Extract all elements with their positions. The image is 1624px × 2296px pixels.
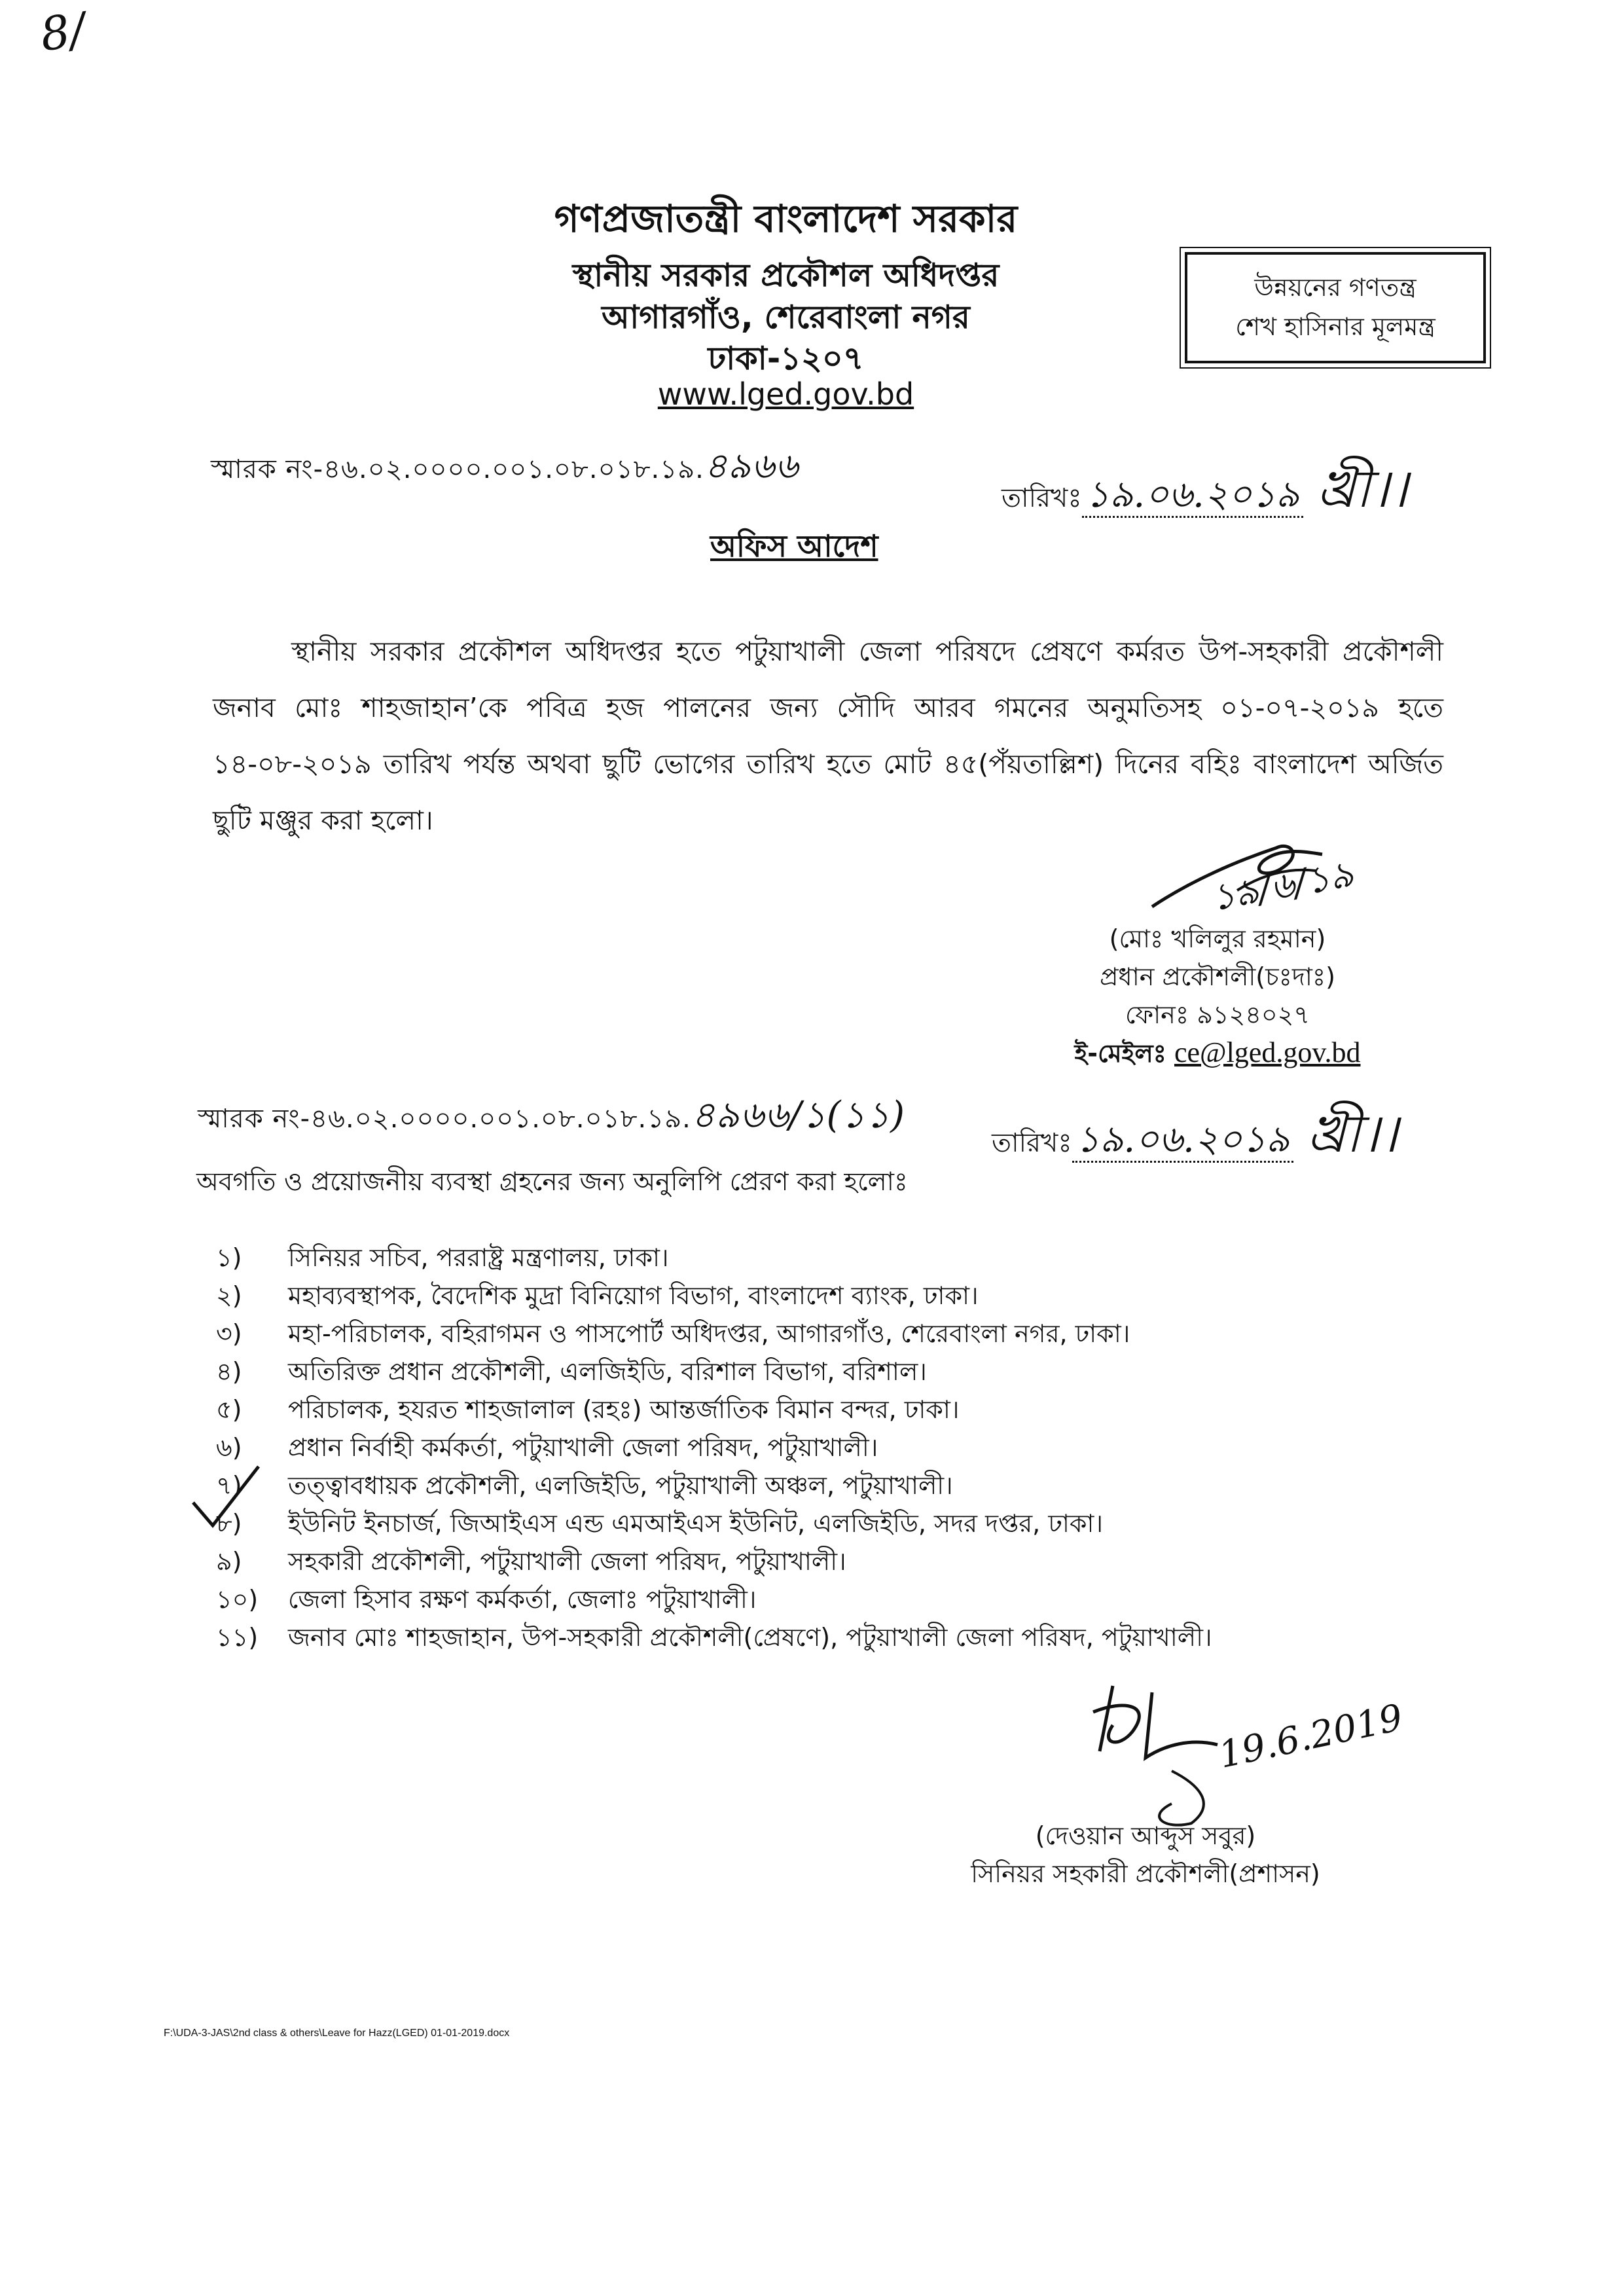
list-item-number: ৬) (216, 1433, 242, 1462)
city-line: ঢাকা-১২০৭ (708, 340, 864, 377)
list-item-number: ৯) (216, 1547, 242, 1576)
signer-email-link[interactable]: ce@lged.gov.bd (1174, 1036, 1361, 1068)
email-label: ই-মেইলঃ (1074, 1039, 1166, 1068)
government-title: গণপ্রজাতন্ত্রী বাংলাদেশ সরকার (554, 196, 1018, 241)
department-title: স্থানীয় সরকার প্রকৌশল অধিদপ্তর (572, 257, 1000, 294)
signer-name-2: (দেওয়ান আব্দুস সবুর) (1035, 1821, 1256, 1850)
signer-designation-2: সিনিয়র সহকারী প্রকৌশলী(প্রশাসন) (971, 1859, 1320, 1888)
memo-handwritten-number-2: ৪৯৬৬/১(১১) (691, 1094, 905, 1137)
list-item-number: ৭) (216, 1471, 242, 1500)
motto-box (1185, 252, 1486, 363)
page-number-mark: 8/ (37, 2, 89, 62)
list-item (216, 1241, 1460, 1279)
list-item (216, 1506, 1460, 1544)
list-item-number: ৩) (216, 1319, 242, 1348)
signer-name-1: (মোঃ খলিলুর রহমান) (1109, 924, 1326, 953)
list-item-number: ৮) (216, 1509, 242, 1538)
website-link[interactable]: www.lged.gov.bd (657, 376, 914, 412)
list-item-text: প্রধান নির্বাহী কর্মকর্তা, পটুয়াখালী জেলা পরিষদ, পটুয়াখালী। (288, 1433, 878, 1462)
distribution-list (216, 1241, 1460, 1658)
handwritten-date-2: ১৯.০৬.২০১৯ (1072, 1118, 1294, 1163)
list-item-number: ৫) (216, 1395, 242, 1424)
signer-block-1 (1034, 920, 1401, 1072)
motto-line-2: শেখ হাসিনার মূলমন্ত্র (1235, 312, 1435, 341)
memo-handwritten-number-1: ৪৯৬৬ (704, 445, 799, 486)
order-body-text: স্থানীয় সরকার প্রকৌশল অধিদপ্তর হতে পটুয়াখালী জেলা পরিষদে প্রেষণে কর্মরত উপ-সহকারী প্রকৌশলী জনাব মোঃ শাহজাহান’কে পবিত্র হজ পালনের জন্য সৌদি আরব গমনের অনুমতিসহ ০১-০৭-২০১৯ হতে ১৪-০৮-২০১৯ তারিখ পর্যন্ত অথবা ছুটি ভোগের তারিখ হতে মোট ৪৫(পঁয়তাল্লিশ) দিনের বহিঃ বাংলাদেশ অর্জিত ছুটি মঞ্জুর করা হলো। (213, 636, 1443, 836)
memo-number-2 (198, 1087, 905, 1148)
date-label-1: তারিখঃ (1001, 483, 1082, 513)
memo-number-1 (211, 439, 799, 498)
date-suffix-2: খ্রী।। (1307, 1103, 1398, 1164)
list-item-number: ১১) (216, 1623, 259, 1652)
list-item-text: জেলা হিসাব রক্ষণ কর্মকর্তা, জেলাঃ পটুয়াখালী। (288, 1585, 757, 1614)
list-item (216, 1279, 1460, 1317)
date-suffix-1: খ্রী।। (1316, 458, 1408, 519)
list-item-text: সিনিয়র সচিব, পররাষ্ট্র মন্ত্রণালয়, ঢাকা। (288, 1243, 669, 1272)
list-item (216, 1468, 1460, 1506)
list-item-text: অতিরিক্ত প্রধান প্রকৌশলী, এলজিইডি, বরিশাল বিভাগ, বরিশাল। (288, 1357, 927, 1386)
memo-date-1 (1001, 448, 1408, 536)
office-order-title: অফিস আদেশ (710, 528, 878, 564)
motto-line-1: উন্নয়নের গণতন্ত্র (1254, 273, 1416, 302)
list-item-text: পরিচালক, হযরত শাহজালাল (রহঃ) আন্তর্জাতিক বিমান বন্দর, ঢাকা। (288, 1395, 960, 1424)
list-item-number: ১০) (216, 1585, 259, 1614)
copy-distribution-intro: অবগতি ও প্রয়োজনীয় ব্যবস্থা গ্রহনের জন্য অনুলিপি প্রেরণ করা হলোঃ (196, 1167, 908, 1197)
memo-date-2 (992, 1093, 1398, 1181)
list-item-text: মহা-পরিচালক, বহিরাগমন ও পাসপোর্ট অধিদপ্তর, আগারগাঁও, শেরেবাংলা নগর, ঢাকা। (288, 1319, 1130, 1348)
list-item (216, 1582, 1460, 1620)
handwritten-tick-mark (187, 1463, 265, 1535)
list-item-text: মহাব্যবস্থাপক, বৈদেশিক মুদ্রা বিনিয়োগ বিভাগ, বাংলাদেশ ব্যাংক, ঢাকা। (288, 1281, 979, 1310)
list-item (216, 1544, 1460, 1582)
list-item-number: ৪) (216, 1357, 242, 1386)
signer-email-row-1 (1034, 1034, 1401, 1072)
date-label-2: তারিখঃ (992, 1128, 1072, 1158)
signature-date-1: ১৯/৬/১৯ (1208, 852, 1357, 920)
list-item-number: ২) (216, 1281, 242, 1310)
signature-date-2: 19.6.2019 (1215, 1696, 1407, 1777)
list-item (216, 1620, 1460, 1658)
memo-label-2: স্মারক নং-৪৬.০২.০০০০.০০১.০৮.০১৮.১৯. (198, 1104, 691, 1134)
address-line: আগারগাঁও, শেরেবাংলা নগর (602, 299, 970, 336)
signer-designation-1: প্রধান প্রকৌশলী(চঃদাঃ) (1100, 962, 1335, 991)
handwritten-date-1: ১৯.০৬.২০১৯ (1082, 473, 1304, 518)
list-item-text: ইউনিট ইনচার্জ, জিআইএস এন্ড এমআইএস ইউনিট, এলজিইডি, সদর দপ্তর, ঢাকা। (288, 1509, 1104, 1538)
list-item-text: সহকারী প্রকৌশলী, পটুয়াখালী জেলা পরিষদ, পটুয়াখালী। (288, 1547, 846, 1576)
list-item (216, 1393, 1460, 1430)
list-item-text: জনাব মোঃ শাহজাহান, উপ-সহকারী প্রকৌশলী(প্রেষণে), পটুয়াখালী জেলা পরিষদ, পটুয়াখালী। (288, 1623, 1212, 1652)
memo-label-1: স্মারক নং-৪৬.০২.০০০০.০০১.০৮.০১৮.১৯. (211, 454, 704, 484)
website-line (0, 376, 1598, 412)
list-item (216, 1430, 1460, 1468)
list-item-number: ১) (216, 1243, 242, 1272)
signer-block-2 (962, 1817, 1329, 1893)
signer-phone-1: ফোনঃ ৯১২৪০২৭ (1125, 1000, 1310, 1029)
footer-file-path: F:\UDA-3-JAS\2nd class & others\Leave for Hazz(LGED) 01-01-2019.docx (164, 2028, 510, 2039)
list-item (216, 1355, 1460, 1393)
list-item (216, 1317, 1460, 1355)
list-item-text: তত্ত্বাবধায়ক প্রকৌশলী, এলজিইডি, পটুয়াখালী অঞ্চল, পটুয়াখালী। (288, 1471, 953, 1500)
